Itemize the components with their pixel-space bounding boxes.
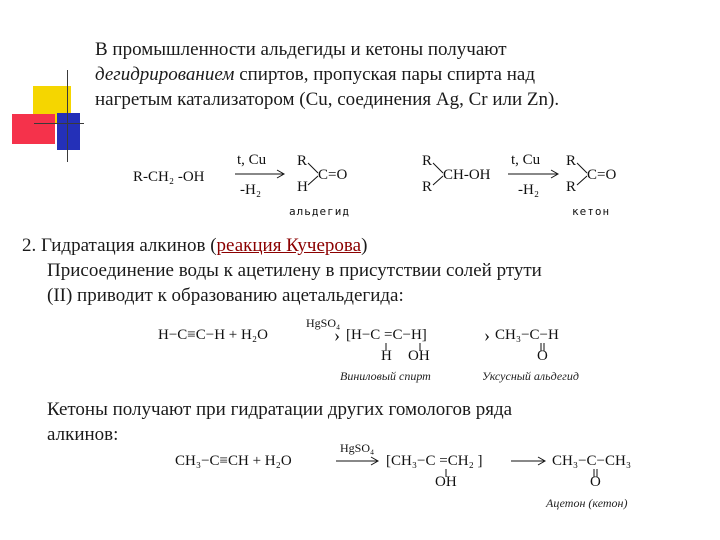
ketones-line-1: Кетоны получают при гидратации других гомологов ряда — [47, 399, 513, 420]
intro-line-1: В промышленности альдегиды и кетоны получают — [95, 39, 507, 60]
scheme2-label: кетон — [572, 205, 611, 218]
reaction1-intermediate: [H−C =C−H] — [346, 327, 427, 343]
section2-line-1: Присоединение воды к ацетилену в присутствии солей ртути — [47, 260, 542, 281]
intro-paragraph — [95, 37, 705, 112]
reaction1-sub-h: H — [381, 348, 392, 364]
intro-line-3: нагретым катализатором (Cu, соединения Ag, Cr или Zn). — [95, 89, 560, 110]
reaction1-product-o: O — [537, 348, 548, 364]
reaction1-product: CH₃−C−H — [495, 327, 559, 343]
deco-horizontal-line — [34, 123, 84, 124]
kucherov-link[interactable]: реакция Кучерова — [216, 235, 362, 256]
scheme2-carbonyl: C=O — [587, 167, 617, 183]
reaction1-caption-acetaldehyde: Уксусный альдегид — [482, 369, 579, 383]
ketones-line-2: алкинов: — [47, 424, 119, 445]
scheme2-arrow — [506, 168, 562, 180]
scheme2-r-top: R — [422, 153, 433, 169]
reaction1-reactants: H−C≡C−H + H₂O — [158, 327, 268, 343]
scheme1-arrow — [233, 168, 288, 180]
intro-emphasis: дегидрированием — [95, 64, 235, 85]
section2-paragraph — [47, 258, 707, 308]
ketones-paragraph — [47, 397, 707, 447]
scheme2-choh: CH-OH — [443, 167, 491, 183]
scheme1-label: альдегид — [289, 205, 350, 218]
section2-heading-pre: 2. Гидратация алкинов ( — [22, 235, 217, 256]
reaction2-catalyst: HgSO₄ — [340, 441, 375, 455]
reaction2-sub-oh: OH — [435, 474, 457, 490]
scheme2-r2-bottom: R — [566, 179, 577, 195]
scheme1-reactant — [133, 169, 205, 186]
scheme1-r-top: R — [297, 153, 308, 169]
scheme1-ch2oh: -CH₂ -OH — [143, 169, 205, 185]
scheme2-catalyst: t, Cu — [511, 152, 541, 168]
scheme1-minus-h2: -H₂ — [240, 182, 262, 198]
section2-heading-post: ) — [361, 235, 368, 256]
section2-line-2: (II) приводит к образованию ацетальдегида: — [47, 285, 404, 306]
reaction1-catalyst: HgSO₄ — [306, 316, 341, 330]
scheme1-carbonyl: C=O — [318, 167, 348, 183]
reaction1-arrow: › — [334, 325, 340, 345]
scheme1-catalyst: t, Cu — [237, 152, 267, 168]
scheme2-minus-h2: -H₂ — [518, 182, 540, 198]
scheme2-r-bottom: R — [422, 179, 433, 195]
reaction2-arrow-2 — [509, 455, 549, 467]
reaction2-arrow — [334, 455, 382, 467]
reaction2-product-o: O — [590, 474, 601, 490]
intro-line-2-rest: спиртов, пропуская пары спирта над — [234, 64, 535, 85]
reaction1-arrow-2: › — [484, 325, 490, 345]
section2-heading — [22, 233, 712, 258]
reaction1-caption-vinyl: Виниловый спирт — [340, 369, 431, 383]
scheme1-r: R — [133, 169, 144, 185]
reaction2-product: CH₃−C−CH₃ — [552, 453, 632, 469]
reaction2-caption: Ацетон (кетон) — [546, 496, 628, 510]
scheme2-r2-top: R — [566, 153, 577, 169]
deco-vertical-line — [67, 70, 68, 162]
reaction1-sub-oh: OH — [408, 348, 430, 364]
intro-line-2 — [95, 62, 705, 87]
reaction2-reactants: CH₃−C≡CH + H₂O — [175, 453, 292, 469]
scheme1-h-bottom: H — [297, 179, 308, 195]
deco-red-square — [12, 114, 55, 144]
deco-blue-square — [57, 113, 80, 150]
reaction2-intermediate: [CH₃−C =CH₂ ] — [386, 453, 483, 469]
